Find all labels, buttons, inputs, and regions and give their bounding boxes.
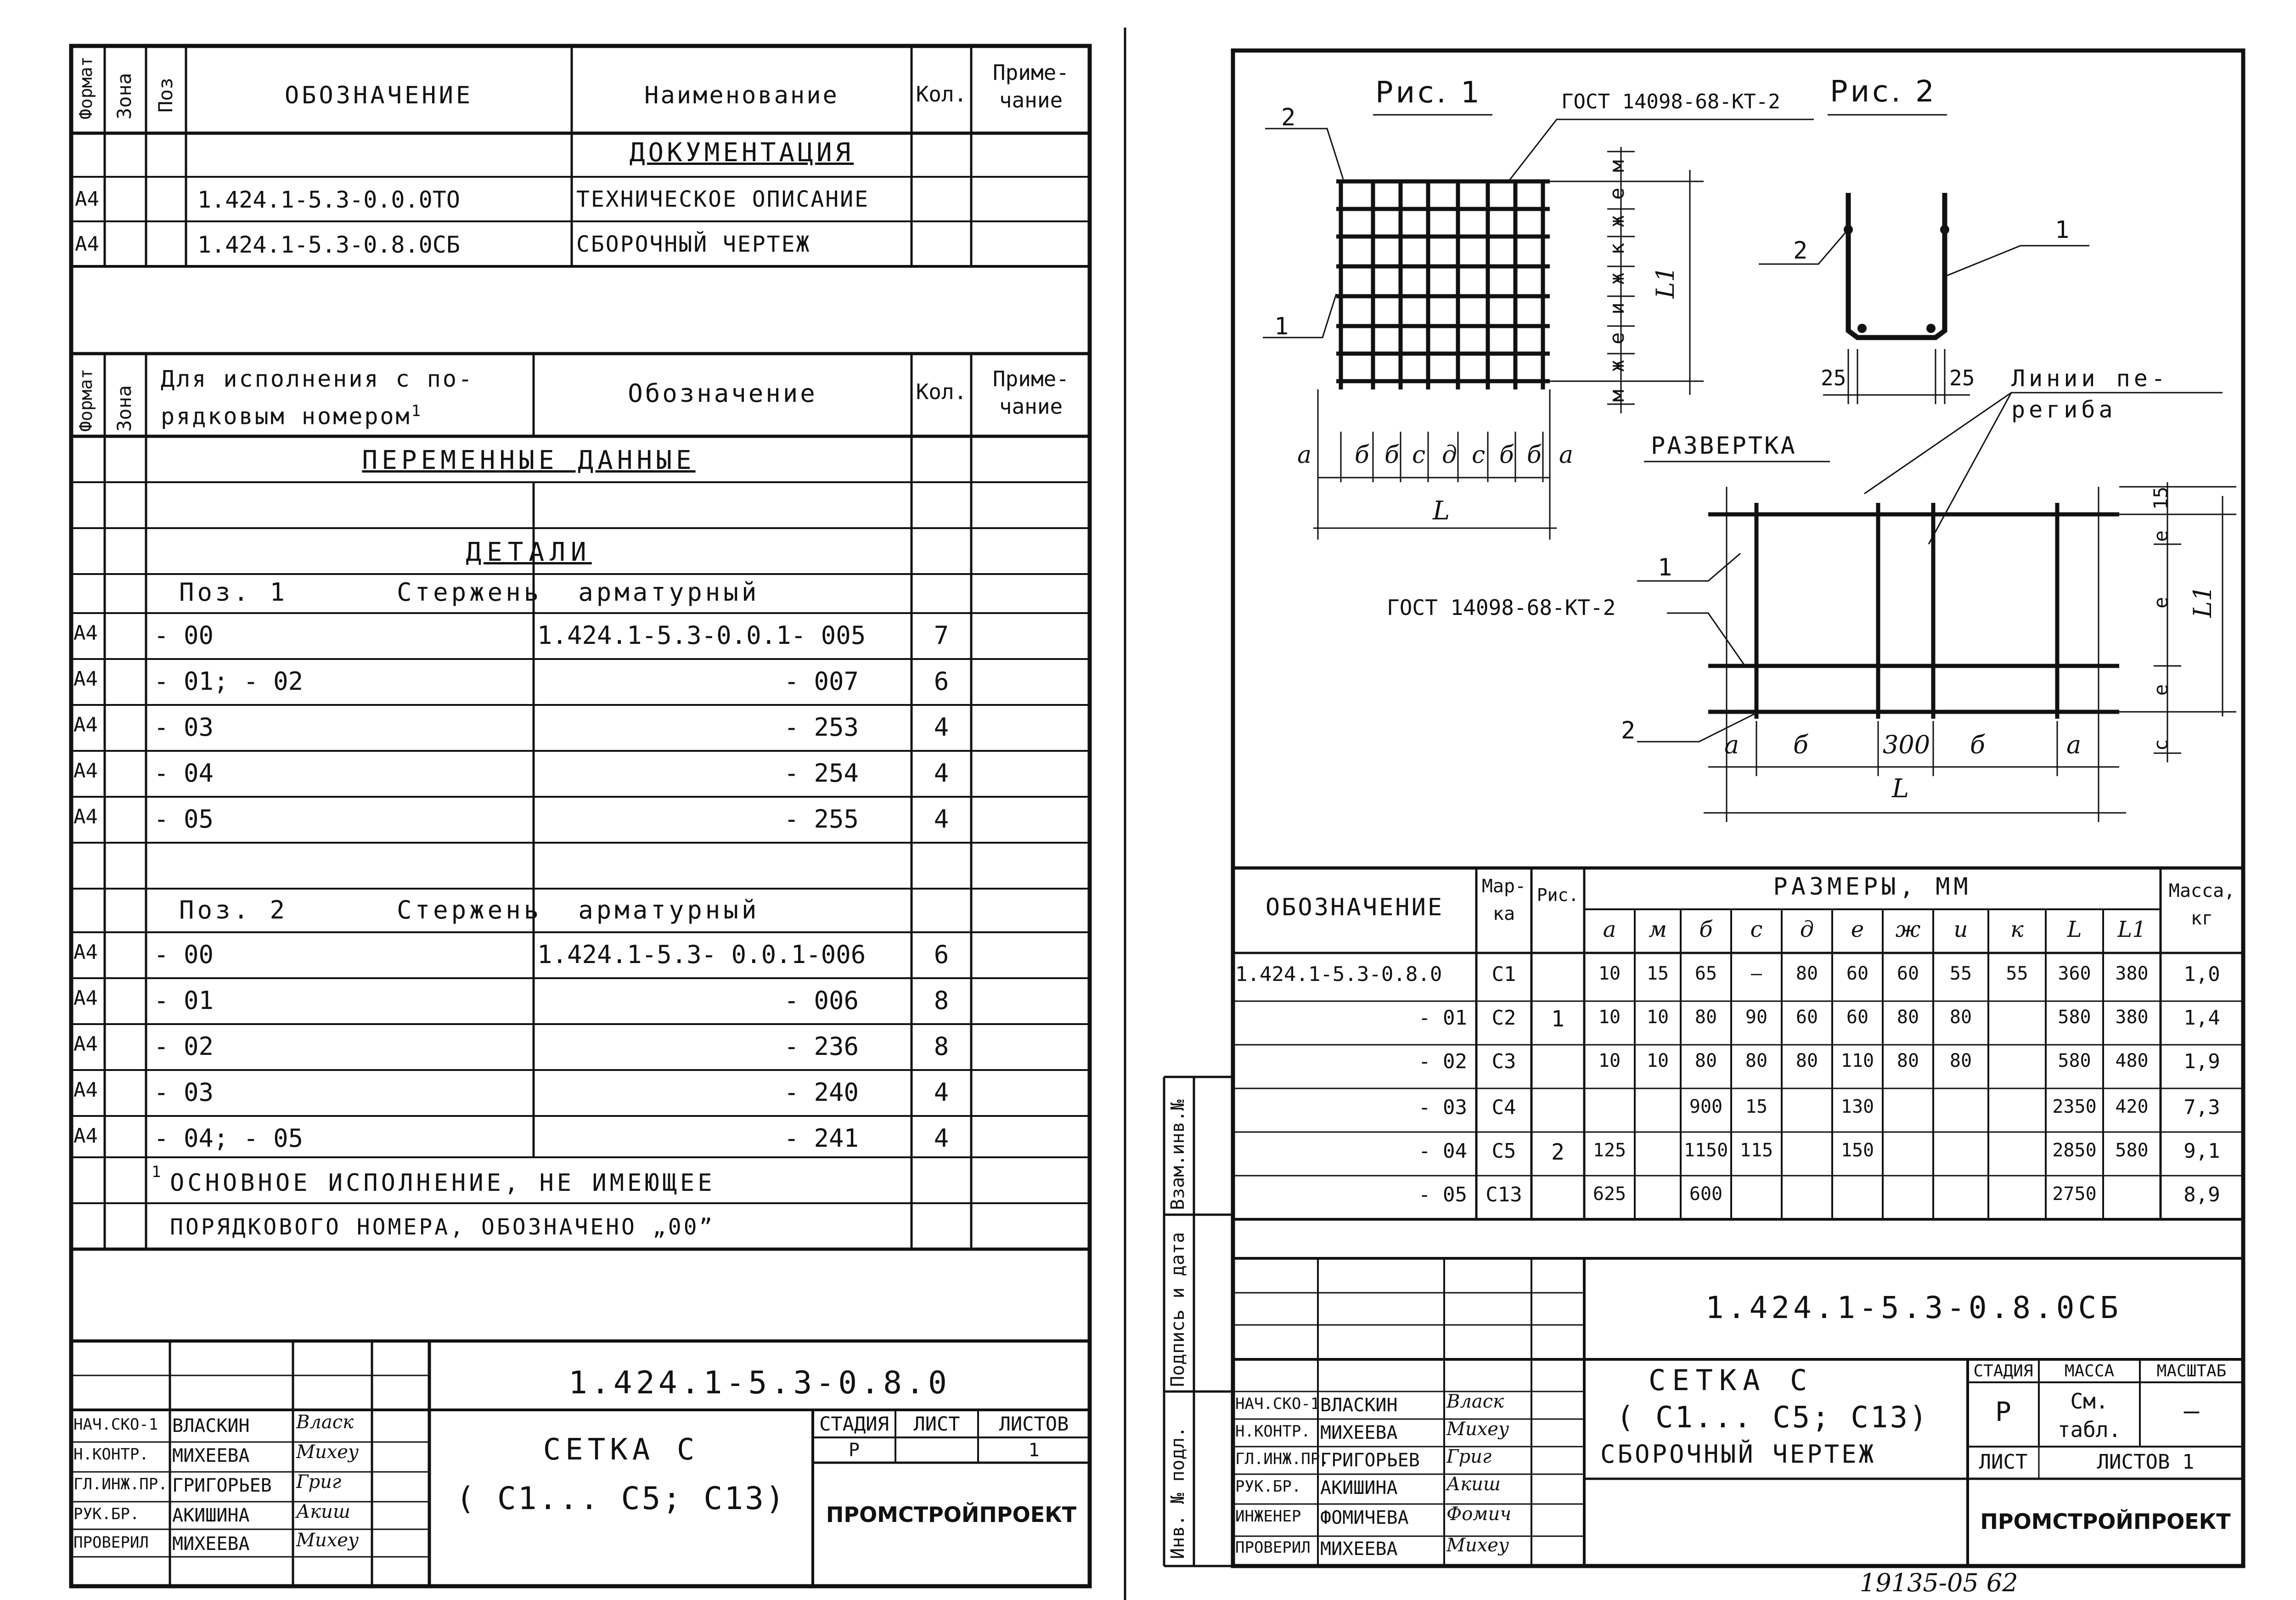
right-stamp-title-1: СЕТКА С: [1649, 1363, 1814, 1397]
right-stamp-title-3: СБОРОЧНЫЙ ЧЕРТЕЖ: [1600, 1440, 1876, 1469]
stamp-name: АКИШИНА: [172, 1505, 250, 1526]
tbl-cell-L1: 420: [2115, 1096, 2149, 1117]
tbl-designation: - 04: [1418, 1139, 1467, 1163]
row-designation: - 241: [784, 1124, 859, 1153]
tbl-cell-m: 10: [1646, 1007, 1669, 1028]
tbl-designation: - 03: [1418, 1096, 1467, 1119]
stamp-role: РУК.БР.: [73, 1505, 140, 1523]
stamp-signature: Фомич: [1446, 1504, 1512, 1525]
tbl-cell-b: 1150: [1683, 1140, 1728, 1161]
tbl-cell-b: 600: [1689, 1183, 1723, 1205]
fig1-bottom-dim: а: [1297, 441, 1312, 469]
tbl-mass: 7,3: [2183, 1096, 2220, 1119]
row-exec: - 01: [154, 986, 214, 1015]
right-stamp-mass-label: МАССА: [2064, 1362, 2115, 1380]
tbl-cell-k: 55: [2006, 963, 2028, 984]
hdr-qty: Кол.: [916, 82, 967, 107]
stamp-name: МИХЕЕВА: [172, 1445, 250, 1466]
stamp-role: НАЧ.СКО-1: [73, 1415, 158, 1434]
row-designation: - 254: [784, 759, 859, 788]
stamp-role: Н.КОНТР.: [73, 1445, 149, 1464]
row-format: А4: [73, 1078, 98, 1102]
stamp-signature: Акиш: [1446, 1474, 1501, 1495]
stamp-role: ГЛ.ИНЖ.ПР.: [73, 1475, 168, 1493]
doc2-designation: 1.424.1-5.3-0.8.0СБ: [197, 231, 460, 258]
tbl-cell-a: 10: [1598, 963, 1621, 984]
tbl-cell-L1: 380: [2115, 1007, 2149, 1028]
fig1-title: Рис. 1: [1375, 76, 1482, 110]
row-designation: - 253: [784, 713, 859, 742]
fig1-bottom-dim: б: [1499, 441, 1514, 469]
row-designation: 1.424.1-5.3-0.0.1- 005: [537, 621, 866, 650]
row-qty: 4: [934, 759, 949, 788]
callout-fig1-2: 2: [1281, 104, 1296, 131]
tbl-sub-header: L1: [2117, 917, 2146, 942]
var-hdr-format-text: Формат: [76, 368, 96, 432]
gost-mid-label: ГОСТ 14098-68-КТ-2: [1387, 595, 1616, 620]
unfold-mesh: [1708, 503, 2119, 719]
row-qty: 8: [934, 986, 949, 1015]
fig1-mesh: [1336, 180, 1550, 389]
tbl-cell-b: 80: [1694, 1050, 1717, 1071]
stamp-role: ПРОВЕРИЛ: [73, 1533, 149, 1552]
row-format: А4: [73, 667, 98, 691]
tbl-sub-header: б: [1699, 917, 1713, 942]
unfold-L1-text: L1: [2188, 585, 2217, 618]
unfold-L1-label: [2190, 586, 2215, 618]
right-stamp-sheet-label: ЛИСТ: [1979, 1450, 2028, 1474]
stamp-signature: Григ: [1446, 1446, 1492, 1467]
tbl-cell-e: 60: [1846, 1007, 1869, 1028]
row-exec: - 05: [154, 805, 214, 834]
left-stamp-sheets-label: ЛИСТОВ: [999, 1413, 1069, 1435]
right-stamp-code: 1.424.1-5.3-0.8.0СБ: [1705, 1290, 2122, 1325]
tbl-fig: 1: [1551, 1006, 1564, 1032]
tbl-mark: С4: [1491, 1096, 1516, 1119]
tbl-cell-e: 130: [1840, 1096, 1874, 1117]
fig1-side-dim: м: [1605, 389, 1629, 402]
tbl-cell-L1: 380: [2115, 963, 2149, 984]
callout-fig1-1: 1: [1274, 313, 1289, 340]
hdr-note: Приме- чание: [992, 60, 1069, 113]
row-exec: - 03: [154, 713, 214, 742]
var-hdr-zone-text: Зона: [113, 385, 135, 432]
row-qty: 6: [934, 667, 949, 696]
fig1-side-dim: е: [1605, 187, 1629, 200]
tbl-cell-i: 55: [1949, 963, 1972, 984]
right-stamp-scale-label: МАСШТАБ: [2156, 1362, 2227, 1380]
tbl-cell-d: 80: [1795, 963, 1818, 984]
fig1-bottom-dim: б: [1527, 441, 1542, 469]
row-format: А4: [73, 759, 98, 783]
right-stamp-title-2: ( С1... С5; С13): [1616, 1401, 1929, 1435]
tbl-mark: С13: [1486, 1183, 1522, 1206]
stamp-name: АКИШИНА: [1320, 1477, 1398, 1499]
stamp-name: ФОМИЧЕВА: [1320, 1507, 1409, 1528]
right-stamp-stage: Р: [1995, 1396, 2011, 1427]
tbl-cell-d: 80: [1795, 1050, 1818, 1071]
unfold-bottom-dim: 300: [1883, 730, 1930, 759]
tbl-cell-L: 360: [2058, 963, 2091, 984]
stamp-role: Н.КОНТР.: [1235, 1422, 1311, 1441]
stamp-role: РУК.БР.: [1235, 1477, 1301, 1496]
fig1-bottom-dim: б: [1355, 441, 1369, 469]
tbl-sub-header: м: [1649, 917, 1667, 942]
row-format: А4: [73, 986, 98, 1010]
doc-section-title: ДОКУМЕНТАЦИЯ: [629, 138, 854, 168]
row-format: А4: [73, 713, 98, 737]
tbl-cell-L: 2750: [2052, 1183, 2097, 1205]
doc2-format: А4: [75, 232, 99, 256]
left-stamp-org: ПРОМСТРОЙПРОЕКТ: [826, 1502, 1077, 1527]
tbl-cell-L1: 480: [2115, 1050, 2149, 1071]
tbl-sub-header: с: [1750, 917, 1763, 942]
tbl-hdr-mass: Масса, кг: [2168, 880, 2235, 929]
unfold-side-dim: е: [2150, 597, 2172, 608]
pos1-title: Поз. 1 Стержень арматурный: [179, 578, 760, 607]
tbl-mass: 1,9: [2183, 1050, 2220, 1073]
callout-fig2-2: 2: [1793, 237, 1808, 265]
tbl-cell-c: 80: [1745, 1050, 1768, 1071]
bottom-number: 19135-05 62: [1860, 1568, 2018, 1597]
tbl-cell-L1: 580: [2115, 1140, 2149, 1161]
stamp-signature: Власк: [1446, 1391, 1504, 1412]
hdr-pos-text: Поз: [154, 78, 177, 113]
var-hdr-exec-text: Для исполнения с по- рядковым номером: [161, 366, 474, 430]
left-stamp-sheets: 1: [1028, 1440, 1040, 1461]
stamp-name: МИХЕЕВА: [1320, 1422, 1398, 1443]
tbl-designation: 1.424.1-5.3-0.8.0: [1235, 963, 1442, 986]
var-hdr-designation: Обозначение: [628, 379, 817, 408]
tbl-cell-a: 10: [1598, 1050, 1621, 1071]
fig1-bottom-dim: д: [1442, 441, 1457, 469]
tbl-cell-e: 110: [1840, 1050, 1874, 1071]
tbl-cell-e: 150: [1840, 1140, 1874, 1161]
tbl-cell-L: 580: [2058, 1007, 2091, 1028]
row-qty: 6: [934, 940, 949, 969]
tbl-cell-L: 2850: [2052, 1140, 2097, 1161]
row-exec: - 02: [154, 1032, 214, 1061]
fig1-side-dim: е: [1605, 332, 1629, 344]
fig1-bottom-dim: с: [1412, 441, 1426, 469]
tbl-hdr-designation: ОБОЗНАЧЕНИЕ: [1265, 894, 1444, 921]
side-label-sign: [1169, 1232, 1187, 1387]
tbl-sub-header: и: [1953, 917, 1968, 942]
stamp-name: ГРИГОРЬЕВ: [172, 1475, 272, 1496]
footnote-mark: 1: [152, 1163, 161, 1181]
side-label-sign-text: Подпись и дата: [1167, 1232, 1188, 1387]
left-stamp-stage-label: СТАДИЯ: [819, 1413, 889, 1435]
tbl-cell-zh: 80: [1896, 1050, 1919, 1071]
callout-fig2-1: 1: [2055, 216, 2070, 244]
var-hdr-note: Приме- чание: [992, 366, 1069, 419]
row-exec: - 04: [154, 759, 214, 788]
tbl-cell-i: 80: [1949, 1007, 1972, 1028]
row-qty: 8: [934, 1032, 949, 1061]
footnote-line-2: ПОРЯДКОВОГО НОМЕРА, ОБОЗНАЧЕНО „00”: [170, 1214, 715, 1240]
stamp-role: ПРОВЕРИЛ: [1235, 1538, 1311, 1557]
tbl-cell-c: 90: [1745, 1007, 1768, 1028]
stamp-role: ИНЖЕНЕР: [1235, 1507, 1301, 1526]
row-designation: - 007: [784, 667, 859, 696]
fig1-bottom-dim: б: [1384, 441, 1399, 469]
tbl-sub-header: ж: [1895, 917, 1921, 942]
pos2-title: Поз. 2 Стержень арматурный: [179, 896, 760, 924]
tbl-cell-c: —: [1750, 963, 1762, 984]
tbl-mark: С5: [1491, 1139, 1516, 1163]
tbl-cell-L: 580: [2058, 1050, 2091, 1071]
tbl-cell-d: 60: [1795, 1007, 1818, 1028]
bend-lines-label: Линии пе- региба: [2011, 365, 2169, 423]
tbl-designation: - 01: [1418, 1006, 1467, 1030]
unfold-side-dim: с: [2150, 739, 2172, 751]
tbl-hdr-fig: Рис.: [1536, 885, 1579, 905]
tbl-sub-header: а: [1603, 917, 1616, 942]
fig2-dim-left: 25: [1821, 366, 1846, 390]
var-hdr-exec-sup: 1: [411, 402, 423, 420]
stamp-name: ГРИГОРЬЕВ: [1320, 1450, 1420, 1471]
stamp-signature: Михеу: [296, 1442, 359, 1463]
var-hdr-qty: Кол.: [916, 379, 967, 404]
tbl-designation: - 05: [1418, 1183, 1467, 1206]
tbl-sub-header: е: [1851, 917, 1864, 942]
fig1-side-dim: ж: [1605, 272, 1629, 285]
row-format: А4: [73, 1032, 98, 1056]
fig1-L1-text: L1: [1651, 266, 1680, 299]
stamp-signature: Акиш: [296, 1501, 350, 1522]
tbl-cell-L: 2350: [2052, 1096, 2097, 1117]
fig1-L-label: L: [1433, 496, 1450, 526]
stamp-name: МИХЕЕВА: [1320, 1538, 1398, 1560]
row-designation: - 236: [784, 1032, 859, 1061]
tbl-mass: 8,9: [2183, 1183, 2220, 1206]
stamp-name: ВЛАСКИН: [1320, 1395, 1398, 1416]
row-exec: - 04; - 05: [154, 1124, 304, 1153]
row-format: А4: [73, 1124, 98, 1148]
tbl-mass: 1,0: [2183, 963, 2220, 986]
doc1-name: ТЕХНИЧЕСКОЕ ОПИСАНИЕ: [576, 186, 869, 212]
right-stamp-mass: См. табл.: [2057, 1389, 2122, 1442]
doc1-designation: 1.424.1-5.3-0.0.0ТО: [197, 186, 460, 213]
row-qty: 4: [934, 713, 949, 742]
unfold-title: РАЗВЕРТКА: [1651, 432, 1797, 460]
stamp-signature: Михеу: [296, 1530, 359, 1551]
row-qty: 4: [934, 805, 949, 834]
left-stamp-title-2: ( С1... С5; С13): [456, 1481, 787, 1517]
stamp-signature: Григ: [296, 1471, 342, 1493]
left-stamp-stage: Р: [848, 1440, 860, 1461]
tbl-cell-a: 625: [1593, 1183, 1626, 1205]
unfold-bottom-dim: а: [1724, 730, 1739, 759]
tbl-fig: 2: [1551, 1139, 1564, 1165]
tbl-sub-header: д: [1800, 917, 1814, 942]
tbl-sub-header: к: [2010, 917, 2024, 942]
stamp-signature: Михеу: [1446, 1535, 1509, 1556]
side-label-replace: [1169, 1099, 1187, 1210]
right-stamp-stage-label: СТАДИЯ: [1973, 1362, 2033, 1380]
fig2-dim-right: 25: [1949, 366, 1975, 390]
unfold-side-dim: е: [2150, 684, 2172, 696]
row-format: А4: [73, 621, 98, 645]
unfold-side-dim: е: [2150, 530, 2172, 542]
hdr-zone-text: Зона: [113, 73, 135, 119]
footnote-line-1: ОСНОВНОЕ ИСПОЛНЕНИЕ, НЕ ИМЕЮЩЕЕ: [170, 1169, 715, 1197]
tbl-hdr-sizes: РАЗМЕРЫ, ММ: [1773, 873, 1972, 901]
row-exec: - 00: [154, 621, 214, 650]
left-stamp-code: 1.424.1-5.3-0.8.0: [568, 1365, 951, 1401]
tbl-cell-c: 115: [1739, 1140, 1773, 1161]
tbl-mass: 1,4: [2183, 1006, 2220, 1030]
stamp-name: МИХЕЕВА: [172, 1533, 250, 1555]
stamp-name: ВЛАСКИН: [172, 1415, 250, 1437]
tbl-cell-b: 900: [1689, 1096, 1723, 1117]
tbl-designation: - 02: [1418, 1050, 1467, 1073]
hdr-designation: ОБОЗНАЧЕНИЕ: [284, 82, 473, 109]
unfold-bottom-dim: а: [2066, 730, 2082, 759]
callout-unfold-1: 1: [1658, 554, 1672, 581]
row-qty: 4: [934, 1078, 949, 1107]
tbl-cell-m: 10: [1646, 1050, 1669, 1071]
tbl-sub-header: L: [2067, 917, 2082, 942]
stamp-signature: Михеу: [1446, 1419, 1509, 1440]
right-stamp-org: ПРОМСТРОЙПРОЕКТ: [1980, 1509, 2231, 1534]
row-exec: - 00: [154, 940, 214, 969]
fig2-title: Рис. 2: [1830, 75, 1937, 109]
tbl-mark: С2: [1491, 1006, 1516, 1030]
row-exec: - 03: [154, 1078, 214, 1107]
tbl-cell-m: 15: [1646, 963, 1669, 984]
gost-top-label: ГОСТ 14098-68-КТ-2: [1561, 90, 1780, 113]
parts-title: ДЕТАЛИ: [466, 537, 592, 567]
tbl-mass: 9,1: [2183, 1139, 2220, 1163]
row-designation: 1.424.1-5.3- 0.0.1-006: [537, 940, 866, 969]
unfold-side-dim: 15: [2150, 486, 2172, 510]
tbl-cell-a: 125: [1593, 1140, 1626, 1161]
row-format: А4: [73, 805, 98, 828]
row-designation: - 255: [784, 805, 859, 834]
fig2-u: [1848, 193, 1945, 338]
left-stamp-title-1: СЕТКА С: [543, 1433, 699, 1467]
right-stamp-scale: —: [2183, 1396, 2200, 1426]
side-label-inv: [1169, 1426, 1187, 1559]
stamp-role: ГЛ.ИНЖ.ПР.: [1235, 1450, 1329, 1468]
hdr-name: Наименование: [644, 82, 839, 109]
tbl-cell-e: 60: [1846, 963, 1869, 984]
tbl-cell-b: 80: [1694, 1007, 1717, 1028]
fig1-L1-label: [1653, 266, 1678, 299]
tbl-cell-zh: 80: [1896, 1007, 1919, 1028]
row-format: А4: [73, 941, 98, 964]
hdr-format-text: Формат: [76, 56, 96, 119]
left-stamp-sheet-label: ЛИСТ: [913, 1413, 960, 1435]
tbl-hdr-mark: Мар- ка: [1481, 876, 1526, 924]
tbl-mark: С3: [1491, 1050, 1516, 1073]
unfold-bottom-dim: б: [1970, 730, 1985, 759]
tbl-mark: С1: [1491, 963, 1516, 986]
stamp-role: НАЧ.СКО-1: [1235, 1395, 1320, 1413]
variable-data-title: ПЕРЕМЕННЫЕ ДАННЫЕ: [362, 445, 696, 475]
side-label-replace-text: Взам.инв.№: [1167, 1099, 1188, 1210]
tbl-cell-i: 80: [1949, 1050, 1972, 1071]
row-qty: 4: [934, 1124, 949, 1153]
unfold-bottom-dim: б: [1793, 730, 1808, 759]
row-exec: - 01; - 02: [154, 667, 304, 696]
right-stamp-sheets-label: ЛИСТОВ 1: [2097, 1450, 2195, 1474]
row-qty: 7: [934, 621, 949, 650]
fig1-side-dim: м: [1605, 160, 1629, 172]
tbl-cell-a: 10: [1598, 1007, 1621, 1028]
side-label-inv-text: Инв. № подл.: [1167, 1426, 1188, 1559]
tbl-cell-zh: 60: [1896, 963, 1919, 984]
tbl-cell-b: 65: [1694, 963, 1717, 984]
callout-unfold-2: 2: [1621, 717, 1636, 744]
unfold-L-label: L: [1892, 774, 1909, 804]
tbl-cell-c: 15: [1745, 1096, 1768, 1117]
row-designation: - 240: [784, 1078, 859, 1107]
fig1-side-dim: к: [1605, 242, 1629, 255]
fig1-side-dim: и: [1605, 302, 1629, 315]
doc2-name: СБОРОЧНЫЙ ЧЕРТЕЖ: [576, 231, 811, 257]
row-designation: - 006: [784, 986, 859, 1015]
fig1-side-dim: ж: [1605, 215, 1629, 227]
fig1-bottom-dim: а: [1559, 441, 1574, 469]
fig1-side-dim: ж: [1605, 360, 1629, 372]
fig1-bottom-dim: с: [1472, 441, 1486, 469]
stamp-signature: Власк: [296, 1412, 354, 1433]
doc1-format: А4: [75, 187, 99, 211]
